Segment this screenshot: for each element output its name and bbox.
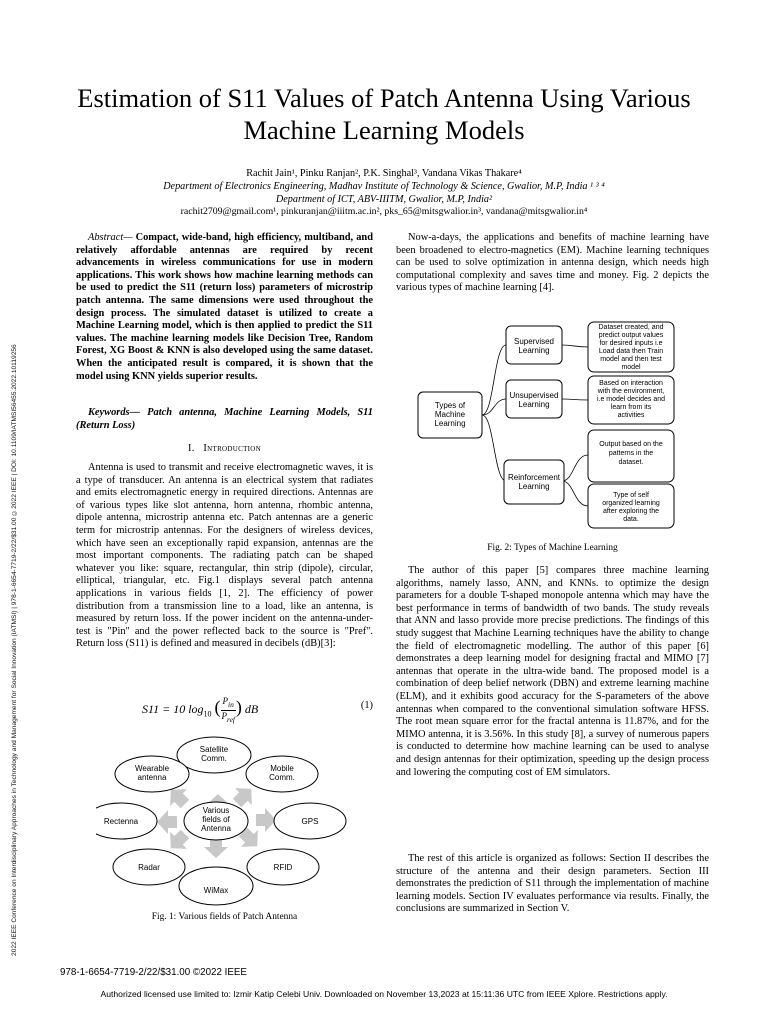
fig1-node-wimax: [179, 867, 253, 905]
svg-text:Types of: Types of: [434, 401, 466, 410]
fig1-node-wearable: [115, 756, 189, 792]
fig2-desc-reinforcement-1: [588, 430, 674, 482]
svg-text:WiMax: WiMax: [203, 886, 229, 895]
svg-text:Output based on the: Output based on the: [599, 441, 663, 448]
svg-text:Based on interaction: Based on interaction: [599, 380, 663, 387]
author-emails: rachit2709@gmail.com¹, pinkuranjan@iiitm.ac.in², pks_65@mitsgwalior.in³, vandana@mitsgwalior.in⁴: [180, 206, 588, 217]
svg-text:Learning: Learning: [518, 400, 550, 409]
svg-text:dataset.: dataset.: [618, 459, 644, 466]
svg-text:Mobile: Mobile: [270, 764, 294, 773]
fig1-center-node: [184, 802, 248, 840]
license-notice: Authorized licensed use limited to: Izmir Katip Celebi Univ. Downloaded on November 13,2023 at 15:11:36 UTC from IEEE Xplore. Restrictions apply.: [100, 989, 668, 999]
equation-number: (1): [360, 700, 373, 711]
abstract-label: Abstract—: [88, 232, 133, 243]
fig1-caption: Fig. 1: Various fields of Patch Antenna: [151, 912, 298, 922]
keywords-label: Keywords—: [88, 407, 140, 418]
fig2-ml-types-diagram: [414, 320, 704, 530]
svg-text:Comm.: Comm.: [201, 754, 227, 763]
svg-text:RFID: RFID: [273, 863, 293, 872]
svg-text:Unsupervised: Unsupervised: [509, 391, 559, 400]
author-list: Rachit Jain¹, Pinku Ranjan², P.K. Singhal³, Vandana Vikas Thakare⁴: [246, 168, 522, 179]
svg-text:Wearable: Wearable: [134, 764, 170, 773]
svg-text:Type of self: Type of self: [613, 492, 649, 499]
svg-text:Supervised: Supervised: [513, 337, 555, 346]
svg-text:model: model: [621, 364, 641, 371]
fig1-node-gps: [274, 803, 346, 839]
svg-text:Rectenna: Rectenna: [103, 817, 139, 826]
section-title: Introduction: [203, 443, 261, 454]
equation-unit: dB: [244, 702, 259, 717]
svg-text:organized learning: organized learning: [602, 500, 660, 507]
abstract-block: [76, 232, 373, 383]
fig1-center-line: Antenna: [201, 824, 231, 833]
right-paragraph-3: The rest of this article is organized as follows: Section II describes the structure of the antenna and their design parameters. Section III demonstrates the prediction of S11 through the implementation of machine learning models. Section IV evaluates performance via results. Finally, the conclusions are summarized in Section V.: [396, 853, 709, 915]
svg-text:patterns in the: patterns in the: [608, 450, 654, 457]
svg-text:model and then test: model and then test: [600, 356, 662, 363]
svg-text:with the environment,: with the environment,: [597, 388, 665, 395]
svg-text:data.: data.: [623, 516, 639, 523]
fig2-desc-reinforcement-2: [588, 484, 674, 528]
equation-lhs: S11 = 10 log: [142, 702, 204, 717]
svg-text:Learning: Learning: [434, 419, 466, 428]
svg-text:Learning: Learning: [518, 482, 550, 491]
affiliation-2: Department of ICT, ABV-IIITM, Gwalior, M.P, India²: [275, 194, 493, 205]
svg-text:Dataset created, and: Dataset created, and: [598, 324, 664, 331]
svg-text:i.e model decides and: i.e model decides and: [596, 396, 666, 403]
svg-text:Reinforcement: Reinforcement: [507, 473, 561, 482]
fig2-node-reinforcement: [504, 460, 564, 504]
svg-text:for desired inputs i.e: for desired inputs i.e: [599, 340, 663, 347]
svg-text:Comm.: Comm.: [269, 773, 295, 782]
section-heading-introduction: [76, 443, 373, 456]
keywords-text: Patch antenna, Machine Learning Models, S11 (Return Loss): [76, 407, 373, 431]
fig1-antenna-fields-diagram: [96, 734, 360, 910]
equation-1: S11 = 10 $\log_{10}$ ( $\frac{P_{in}}{P_{ref}}$ ) dB (1): [142, 696, 373, 724]
equation-log-base: 10: [203, 709, 212, 719]
svg-text:Radar: Radar: [138, 863, 160, 872]
fig2-desc-supervised: [588, 322, 674, 372]
svg-text:activities: activities: [617, 412, 645, 419]
section-number: I.: [188, 443, 195, 454]
fig1-node-rectenna: [96, 803, 157, 839]
paper-title: Estimation of S11 Values of Patch Antenna Using Various Machine Learning Models: [77, 83, 691, 145]
fig2-root-node: [418, 392, 482, 438]
svg-text:predict output values: predict output values: [598, 332, 664, 339]
fig1-center-line: fields of: [202, 815, 230, 824]
fig1-node-mobile: [246, 756, 318, 792]
doi-side-banner: 2022 IEEE Conference on Interdisciplinary Approaches in Technology and Management for Social Innovation (IATMSI) | 978-1-6654-7719-2/22/$31.00 ©2022 IEEE | DOI: 10.1109/IATMSI56455.2022.10119256: [11, 344, 18, 956]
svg-text:Load data then Train: Load data then Train: [598, 348, 664, 355]
right-paragraph-2: The author of this paper [5] compares three machine learning algorithms, namely lasso, ANN, and KNNs. to optimize the design parameters for a double T-shaped monopole antenna which may have the best performance in terms of bandwidth of two bands. The study reveals that ANN and lasso provide more precise predictions. The findings of this study suggest that Machine Learning techniques have the ability to change the field of electromagnetic modelling. The author of this paper [6] demonstrates a deep learning model for designing fractal and MIMO [7] antennas that operate in the ultra-wide band. The proposed model is a combination of deep belief network (DBN) and extreme learning machine (ELM), and it exhibits good accuracy for the S-parameters of the above antennas when compared to the conventional simulation software HFSS. The root mean square error for the fractal antenna is 11.87%, and for the MIMO antenna, it is 3.56%. In this study [8], a survey of numerous papers is conducted to determine how machine learning can be used to analyse and design antennas for their optimization, speeding up the design process and lowering the computing cost of EM simulators.: [396, 565, 709, 778]
svg-text:learn from its: learn from its: [610, 404, 652, 411]
fig1-node-radar: [113, 849, 185, 885]
introduction-paragraph: Antenna is used to transmit and receive electromagnetic waves, it is a type of transducer. An antenna is an electrical system that radiates and emits electromagnetic energy in required directions. Antennas are of various types like slot antenna, horn antenna, rhombic antenna, dipole antenna, microstrip antenna etc. Patch antennas are a generic term for microstrip antennas. For the designers of wireless devices, which have seen an exceptionally rapid expansion, antennas are the most important components. The radiating patch can be shaped whatever you like: square, rectangular, thin strip (dipole), circular, elliptical, triangular, etc. Fig.1 displays several patch antenna applications in various fields [1, 2]. The efficiency of power distribution from a transmission line to a load, like an antenna, is measured by return loss. If the power incident on the antenna-under-test is "Pin" and the power reflected back to the source is "Pref". Return loss (S11) is defined and measured in decibels (dB)[3]:: [76, 462, 373, 650]
fig2-node-unsupervised: [506, 380, 562, 418]
fig2-node-supervised: [506, 326, 562, 364]
svg-text:Machine: Machine: [434, 410, 466, 419]
fig1-center-line: Various: [202, 806, 230, 815]
copyright-line: 978-1-6654-7719-2/22/$31.00 ©2022 IEEE: [60, 967, 247, 978]
fig1-node-satellite: [177, 737, 251, 773]
fig1-node-rfid: [247, 849, 319, 885]
keywords-block: [76, 407, 373, 432]
svg-text:Satellite: Satellite: [199, 745, 229, 754]
fig2-caption: Fig. 2: Types of Machine Learning: [487, 543, 618, 553]
svg-text:after exploring the: after exploring the: [602, 508, 660, 515]
svg-text:GPS: GPS: [301, 817, 319, 826]
equation-fraction: $\frac{P_{in}}{P_{ref}}$: [221, 696, 235, 724]
abstract-text: Compact, wide-band, high efficiency, multiband, and relatively affordable antennas are required by recent advancements in wireless communications for use in modern applications. This work shows how machine learning methods can be used to predict the S11 (return loss) parameters of microstrip patch antenna. The same dimensions were used throughout the design process. The simulated dataset is utilized to create a Machine Learning model, which is then applied to predict the S11 values. The machine learning models like Decision Tree, Random Forest, XG Boost & KNN is also developed using the same dataset. When the anticipated result is compared, it is shown that the model using KNN yields superior results.: [76, 232, 373, 382]
svg-text:antenna: antenna: [137, 773, 167, 782]
affiliation-1: Department of Electronics Engineering, Madhav Institute of Technology & Science, Gwalior, M.P, India ¹ ³ ⁴: [163, 181, 605, 192]
right-paragraph-1: Now-a-days, the applications and benefits of machine learning have been broadened to electro-magnetics (EM). Machine learning techniques can be used to solve optimization in antenna design, which needs high computational complexity and saves time and money. Fig. 2 depicts the various types of machine learning [4].: [396, 232, 709, 294]
fig2-desc-unsupervised: [588, 376, 674, 424]
svg-text:Learning: Learning: [518, 346, 550, 355]
